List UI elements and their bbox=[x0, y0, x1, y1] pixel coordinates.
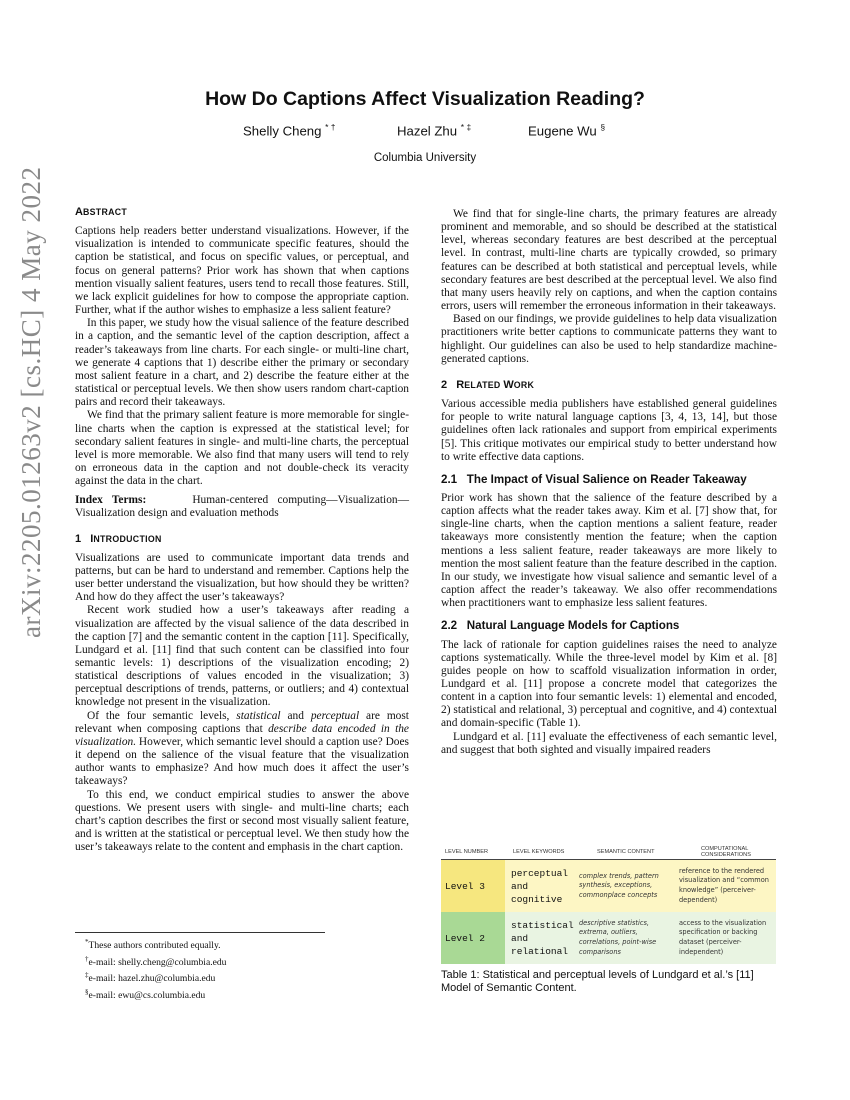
header-semantic-content: SEMANTIC CONTENT bbox=[597, 849, 655, 855]
footnote-item: *These authors contributed equally. bbox=[85, 938, 221, 952]
header-computational: COMPUTATIONAL CONSIDERATIONS bbox=[701, 846, 751, 858]
intro-p1: Visualizations are used to communicate important data trends and patterns, but can be hard to understand and remember. Captions help the user better understand the visualization, but how should they be written? And how do they affect the user’s takeaways? bbox=[75, 551, 409, 604]
table-caption: Table 1: Statistical and perceptual levels of Lundgard et al.’s [11] Model of Semantic Content. bbox=[441, 969, 754, 994]
footnotes bbox=[85, 936, 226, 1003]
level-cell: Level 3 bbox=[441, 860, 505, 912]
header-level-number: LEVEL NUMBER bbox=[445, 849, 489, 855]
abstract-p3: We find that the primary salient feature is more memorable for single-line charts when the caption is expressed at the statistical level; for secondary salient features in single- and multi-line charts, the perceptual level is more memorable. We also find that many users will tend to rely on erroneous data in the caption and not double-check its veracity against the data in the chart. bbox=[75, 409, 409, 488]
intro-p4: To this end, we conduct empirical studies to answer the above questions. We present users with single- and multi-line charts; each chart’s caption describes the first or second most visually salient feature, and is written at the statistical or perceptual level. We then study how the user’s takeaways relate to the content and emphasis in the chart caption. bbox=[75, 788, 409, 854]
computational-cell: access to the visualization specification or backing dataset (perceiver-independent) bbox=[679, 918, 767, 956]
intro-p3: Of the four semantic levels, statistical and perceptual are most relevant when composing captions that describe data encoded in the visualization. However, which semantic level should a caption use? Does it depend on the salience of the visual feature that the visualization author wants to emphasize? And how much does it affect the user’s takeaways? bbox=[75, 709, 409, 788]
author-1: Shelly Cheng * † bbox=[243, 122, 336, 139]
footnote-item: ‡e-mail: hazel.zhu@columbia.edu bbox=[85, 971, 216, 985]
section-2-1-heading: 2.1 The Impact of Visual Salience on Reader Takeaway bbox=[441, 472, 747, 486]
right-column bbox=[441, 208, 777, 757]
table-row bbox=[441, 912, 776, 964]
footnote-rule bbox=[75, 932, 325, 933]
author-3: Eugene Wu § bbox=[528, 122, 606, 139]
related-p: Various accessible media publishers have established general guidelines for people to write natural language captions [3, 4, 13, 14], but those guidelines often lack rationales and support from empirical experiments [5]. This critique motivates our empirical study to better understand how to write effective data captions. bbox=[441, 398, 777, 463]
keywords-cell: perceptual and cognitive bbox=[511, 867, 569, 905]
author-2: Hazel Zhu * ‡ bbox=[397, 122, 472, 139]
intro-heading: 1 INTRODUCTION bbox=[75, 532, 162, 545]
abstract-p2: In this paper, we study how the visual salience of the feature described in a caption, and the semantic level of the caption description, affect a reader’s takeaways from line charts. For each single- or multi-line chart, we generate 4 captions that 1) describe either the primary or secondary most salient feature in a chart, and 2) describe the feature either at the statistical or perceptual levels. We then show users random chart-caption pairs and record their takeaways. bbox=[75, 317, 409, 409]
content-cell: descriptive statistics, extrema, outliers, correlations, point-wise comparisons bbox=[579, 918, 657, 956]
computational-cell: reference to the rendered visualization and “common knowledge” (perceiver- dependent) bbox=[679, 866, 769, 904]
right-p1: We find that for single-line charts, the primary features are already prominent and memorable, and so should be described at the statistical level, whereas secondary features are best described at the perceptual level. In contrast, multi-line charts are typically crowded, so primary features can be described at both statistical and perceptual levels, while secondary features are best described at the perceptual level. We also find that many users heavily rely on captions, and when the caption contains errors, users will remember the erroneous information in their takeaways. bbox=[441, 208, 777, 313]
affiliation: Columbia University bbox=[373, 152, 477, 164]
section-2-2-p2: Lundgard et al. [11] evaluate the effectiveness of each semantic level, and suggest that both sighted and visually impaired readers bbox=[441, 730, 777, 756]
content-cell: complex trends, pattern synthesis, exceptions, commonplace concepts bbox=[579, 871, 659, 899]
right-p2: Based on our findings, we provide guidelines to help data visualization practitioners write better captions to communicate patterns they want to highlight. Our guidelines can also be used to help standardize machine-generated captions. bbox=[441, 313, 777, 365]
section-2-2-p1: The lack of rationale for caption guidelines raises the need to analyze captions systematically. While the three-level model by Kim et al. [8] guides people on how to scaffold visualization information in order, Lundgard et al. [11] propose a concrete model that categorizes the content in a caption into four semantic levels: 1) elemental and encoded, 2) statistical and relational, 3) perceptual and cognitive, and 4) contextual and domain-specific (Table 1). bbox=[441, 638, 777, 730]
section-2-2-heading: 2.2 Natural Language Models for Captions bbox=[441, 619, 680, 633]
level-cell: Level 2 bbox=[441, 912, 505, 964]
footnote-item: †e-mail: shelly.cheng@columbia.edu bbox=[85, 954, 227, 968]
index-terms: Index Terms: Human-centered computing—Visualization—Visualization design and evaluation methods bbox=[75, 494, 409, 520]
section-2-1-p: Prior work has shown that the salience of the feature described by a caption affects what the reader takes away. Kim et al. [7] show that, for single-line charts, when the caption mentions a salient feature, reader takeaways more consistently mention the feature; when the caption mentions a less salient feature, reader takeaways are more likely to mention the most salient feature than the feature described in the caption. In our study, we investigate how visual salience and semantic level of a caption affect the reader’s takeaway. We also offer recommendations when practitioners want to emphasize less salient features. bbox=[441, 491, 777, 610]
table-header bbox=[441, 845, 776, 860]
left-column bbox=[75, 206, 409, 854]
abstract-p1: Captions help readers better understand visualizations. However, if the visualization is intended to communicate specific features, should the caption be statistical, and focus on specific values, or perceptual, and focus on general patterns? Prior work has shown that when captions mention visually salient features, users tend to recall those features. Still, we lack explicit guidelines for how to compose the appropriate caption. Further, what if the author wishes to emphasize a less salient feature? bbox=[75, 225, 409, 317]
footnote-item: §e-mail: ewu@cs.columbia.edu bbox=[85, 988, 206, 1002]
keywords-cell: statistical and relational bbox=[511, 919, 574, 957]
semantic-levels-table bbox=[441, 845, 776, 964]
intro-p2: Recent work studied how a user’s takeaways after reading a visualization are affected by the visual salience of the data described in the caption [7] and the semantic content in the caption [11]. Specifically, Lundgard et al. [11] find that such content can be classified into four semantic levels: 1) descriptions of the visualization encoding; 2) statistical descriptions of values encoded in the visualization; 3) perceptual descriptions of trends, patterns, or outliers; and 4) contextual knowledge not present in the visualization. bbox=[75, 604, 409, 709]
abstract-heading: ABSTRACT bbox=[75, 206, 128, 218]
table-row bbox=[441, 860, 776, 912]
paper-title: How Do Captions Affect Visualization Reading? bbox=[205, 88, 645, 110]
related-heading: 2 RELATED WORK bbox=[441, 378, 535, 391]
header-level-keywords: LEVEL KEYWORDS bbox=[513, 849, 565, 855]
